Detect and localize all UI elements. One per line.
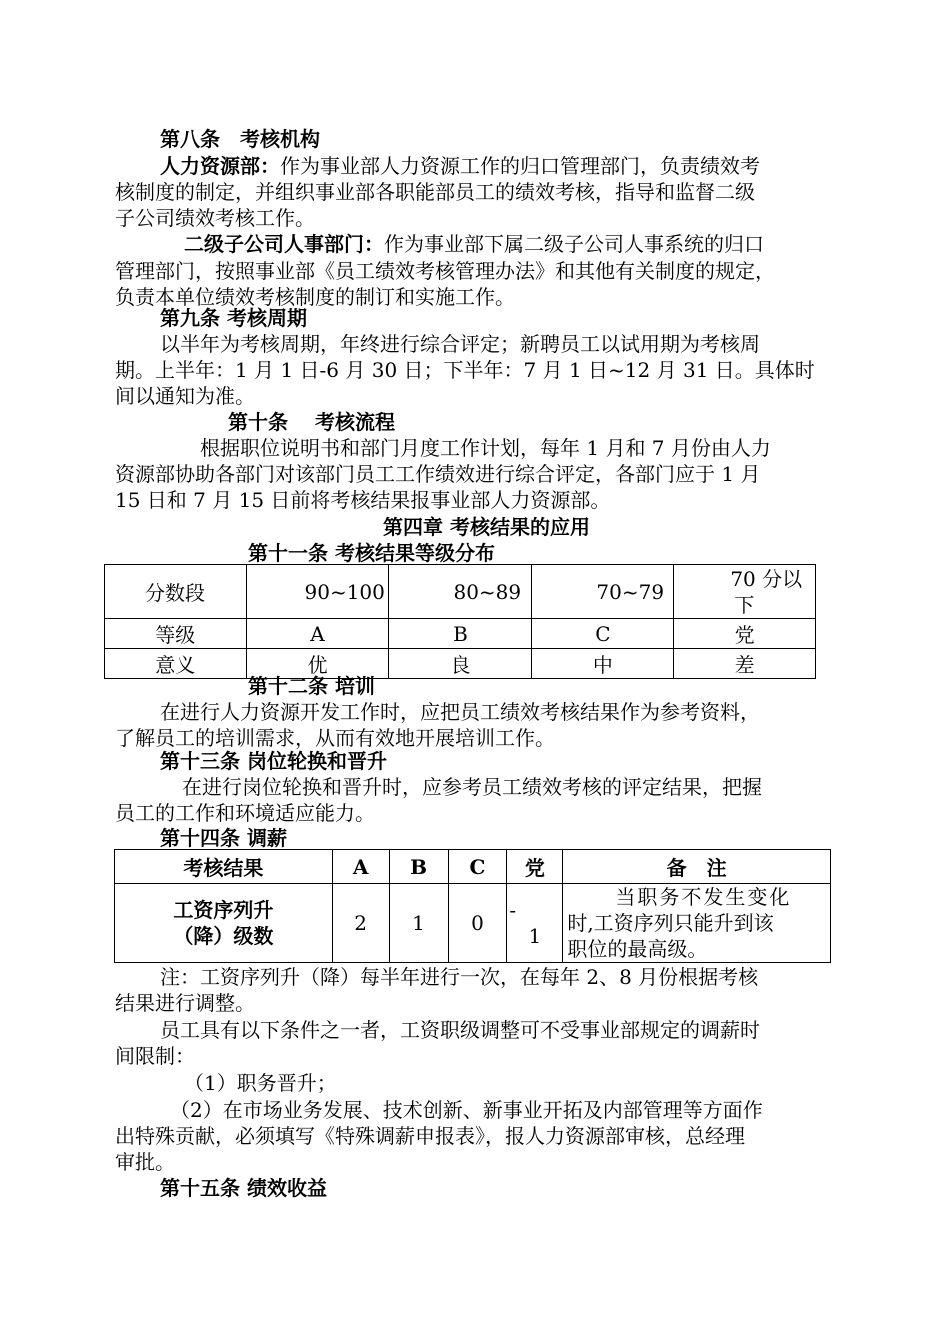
article-12-title: 第十二条 培训 bbox=[248, 674, 375, 698]
table-cell: 0 bbox=[448, 884, 507, 963]
article-8-hr-line-2: 核制度的制定，并组织事业部各职能部员工的绩效考核，指导和监督二级 bbox=[115, 180, 755, 204]
table-row bbox=[105, 649, 816, 679]
cell-line: 70 分以 bbox=[730, 566, 803, 591]
article-15-title: 第十五条 绩效收益 bbox=[160, 1176, 327, 1200]
article-8-hr-line-1 bbox=[160, 153, 760, 179]
exempt-line-2: 间限制： bbox=[115, 1044, 195, 1068]
article-14-title: 第十四条 调薪 bbox=[160, 826, 287, 850]
table-header-cell: B bbox=[389, 850, 448, 884]
table-cell: B bbox=[389, 619, 532, 649]
cell-line: （降）级数 bbox=[173, 924, 274, 948]
table-row bbox=[105, 619, 816, 649]
cell-line: 下 bbox=[734, 592, 755, 617]
table-row bbox=[105, 565, 816, 619]
cell-line: 时,工资序列只能升到该 bbox=[567, 911, 774, 935]
article-12-line-1: 在进行人力资源开发工作时，应把员工绩效考核结果作为参考资料， bbox=[160, 700, 760, 724]
table-cell: 差 bbox=[674, 649, 816, 679]
table-header-cell: A bbox=[332, 850, 389, 884]
hr-dept-label: 人力资源部： bbox=[160, 154, 280, 178]
salary-adjustment-table bbox=[114, 849, 831, 963]
table-cell: 中 bbox=[532, 649, 674, 679]
article-10-line-3: 15 日和 7 月 15 日前将考核结果报事业部人力资源部。 bbox=[115, 488, 611, 512]
article-10-title: 第十条 考核流程 bbox=[228, 410, 395, 434]
exempt-item-2-line-1: （2）在市场业务发展、技术创新、新事业开拓及内部管理等方面作 bbox=[170, 1098, 763, 1122]
article-12-line-2: 了解员工的培训需求，从而有效地开展培训工作。 bbox=[115, 726, 555, 750]
article-8-sub-line-2: 管理部门，按照事业部《员工绩效考核管理办法》和其他有关制度的规定， bbox=[115, 259, 775, 283]
cell-line: 职位的最高级。 bbox=[567, 937, 708, 961]
subsidiary-dept-label: 二级子公司人事部门： bbox=[184, 232, 384, 256]
table-cell bbox=[563, 884, 831, 963]
article-8-sub-line-3: 负责本单位绩效考核制度的制订和实施工作。 bbox=[115, 285, 515, 309]
table-cell: 意义 bbox=[105, 649, 247, 679]
table-cell: A bbox=[246, 619, 389, 649]
table-header-cell: C bbox=[448, 850, 507, 884]
exempt-line-1: 员工具有以下条件之一者，工资职级调整可不受事业部规定的调薪时 bbox=[160, 1018, 760, 1042]
article-10-line-2: 资源部协助各部门对该部门员工工作绩效进行综合评定，各部门应于 1 月 bbox=[115, 462, 761, 486]
table-cell: 优 bbox=[246, 649, 389, 679]
article-9-title: 第九条 考核周期 bbox=[160, 306, 307, 330]
exempt-item-1: （1）职务晋升； bbox=[184, 1071, 337, 1095]
exempt-item-2-line-3: 审批。 bbox=[115, 1150, 175, 1174]
table-cell: 等级 bbox=[105, 619, 247, 649]
cell-line: 当职务不发生变化 bbox=[615, 885, 792, 909]
table-cell: C bbox=[532, 619, 674, 649]
table-cell: 1 bbox=[389, 884, 448, 963]
article-8-sub-line-1 bbox=[184, 231, 764, 257]
exempt-item-2-line-2: 出特殊贡献，必须填写《特殊调薪申报表》，报人力资源部审核，总经理 bbox=[115, 1124, 745, 1148]
article-13-line-1: 在进行岗位轮换和晋升时，应参考员工绩效考核的评定结果，把握 bbox=[182, 775, 762, 799]
table-cell bbox=[507, 884, 563, 963]
article-13-line-2: 员工的工作和环境适应能力。 bbox=[115, 801, 375, 825]
cell-line: 1 bbox=[528, 924, 542, 948]
table-header-cell: 备 注 bbox=[563, 850, 831, 884]
table-header-cell: 党 bbox=[507, 850, 563, 884]
table-cell bbox=[674, 565, 816, 619]
note-line-2: 结果进行调整。 bbox=[115, 991, 255, 1015]
cell-line: - bbox=[509, 898, 517, 922]
article-8-hr-line-3: 子公司绩效考核工作。 bbox=[115, 206, 315, 230]
table-row bbox=[115, 884, 831, 963]
subsidiary-dept-text: 作为事业部下属二级子公司人事系统的归口 bbox=[384, 232, 764, 256]
cell-line: 工资序列升 bbox=[173, 898, 274, 922]
table-cell: 良 bbox=[389, 649, 532, 679]
article-9-line-1: 以半年为考核周期，年终进行综合评定；新聘员工以试用期为考核周 bbox=[160, 332, 760, 356]
article-13-title: 第十三条 岗位轮换和晋升 bbox=[160, 749, 387, 773]
article-9-line-3: 间以通知为准。 bbox=[115, 384, 255, 408]
article-8-title: 第八条 考核机构 bbox=[160, 127, 320, 151]
table-cell: 2 bbox=[332, 884, 389, 963]
table-header-cell: 考核结果 bbox=[115, 850, 333, 884]
hr-dept-text: 作为事业部人力资源工作的归口管理部门，负责绩效考 bbox=[280, 154, 760, 178]
table-cell: 70~79 bbox=[532, 565, 674, 619]
article-10-line-1: 根据职位说明书和部门月度工作计划，每年 1 月和 7 月份由人力 bbox=[200, 436, 771, 460]
table-row bbox=[115, 850, 831, 884]
grade-distribution-table bbox=[104, 564, 816, 679]
table-cell: 分数段 bbox=[105, 565, 247, 619]
article-11-title: 第十一条 考核结果等级分布 bbox=[248, 541, 495, 565]
article-9-line-2: 期。上半年：1 月 1 日-6 月 30 日；下半年：7 月 1 日~12 月 31 日。具体时 bbox=[115, 358, 815, 382]
chapter-4-title: 第四章 考核结果的应用 bbox=[383, 515, 590, 539]
table-cell: 90~100 bbox=[246, 565, 389, 619]
table-cell bbox=[115, 884, 333, 963]
table-cell: 党 bbox=[674, 619, 816, 649]
table-cell: 80~89 bbox=[389, 565, 532, 619]
note-line-1: 注：工资序列升（降）每半年进行一次，在每年 2、8 月份根据考核 bbox=[160, 965, 759, 989]
